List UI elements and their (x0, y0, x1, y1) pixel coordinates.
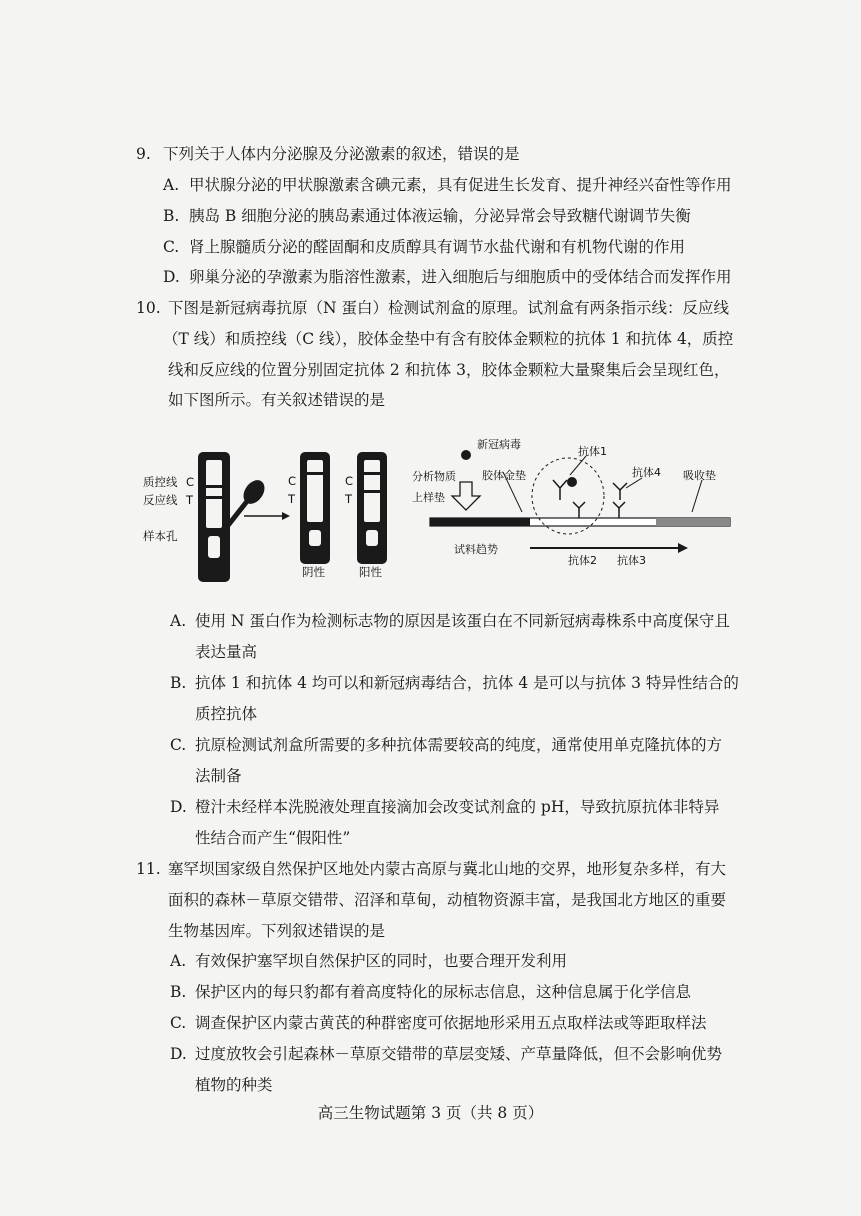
option-text: 肾上腺髓质分泌的醛固酮和皮质醇具有调节水盐代谢和有机物代谢的作用 (189, 238, 686, 256)
negative-label: 阴性 (302, 565, 325, 579)
antibody-2-label: 抗体2 (568, 554, 597, 567)
page-footer: 高三生物试题第 3 页（共 8 页） (317, 1104, 544, 1122)
option-text-line: 过度放牧会引起森林－草原交错带的草层变矮、产草量降低，但不会影响优势 (195, 1045, 723, 1063)
test-kit-positive (357, 452, 387, 564)
option-letter: D. (170, 798, 187, 816)
question-number: 11. (136, 860, 161, 878)
option-text-line: 有效保护塞罕坝自然保护区的同时，也要合理开发利用 (195, 952, 568, 970)
question-stem-line: 生物基因库。下列叙述错误的是 (168, 922, 386, 940)
question-stem-line: 如下图所示。有关叙述错误的是 (168, 391, 386, 409)
question-9-option-b (163, 206, 691, 226)
option-text: 甲状腺分泌的甲状腺激素含碘元素，具有促进生长发育、提升神经兴奋性等作用 (189, 176, 732, 194)
question-stem-line: 下图是新冠病毒抗原（N 蛋白）检测试剂盒的原理。试剂盒有两条指示线：反应线 (168, 299, 729, 317)
question-stem: 下列关于人体内分泌腺及分泌激素的叙述，错误的是 (163, 145, 520, 163)
option-letter: B. (170, 674, 187, 692)
positive-label: 阳性 (359, 565, 382, 579)
option-letter: B. (163, 207, 180, 225)
option-text: 卵巢分泌的孕激素为脂溶性激素，进入细胞后与细胞质中的受体结合而发挥作用 (189, 268, 732, 286)
option-text-line: 保护区内的每只豹都有着高度特化的尿标志信息，这种信息属于化学信息 (195, 983, 692, 1001)
test-kit-negative (300, 452, 330, 564)
antigen-test-figure (0, 430, 861, 590)
question-stem-line: 面积的森林－草原交错带、沼泽和草甸，动植物资源丰富，是我国北方地区的重要 (168, 891, 727, 909)
kit-c-label: C (186, 475, 195, 489)
virus-bound-icon (567, 477, 577, 487)
question-stem-line: 线和反应线的位置分别固定抗体 2 和抗体 3，胶体金颗粒大量聚集后会呈现红色， (168, 361, 730, 379)
option-letter: B. (170, 983, 187, 1001)
antibody-1-icon (553, 480, 567, 500)
virus-icon (461, 450, 471, 460)
question-number: 10. (136, 299, 161, 317)
option-letter: A. (170, 952, 187, 970)
antibody-1-label: 抗体1 (578, 445, 607, 458)
option-text-line: 表达量高 (195, 643, 258, 661)
strip-diagram (430, 450, 730, 553)
option-text-line: 调查保护区内蒙古黄芪的种群密度可依据地形采用五点取样法或等距取样法 (195, 1014, 707, 1032)
gold-pad-label: 胶体金垫 (482, 469, 526, 482)
reaction-line-label: 反应线 (143, 493, 178, 507)
kit-t-label: T (186, 493, 194, 507)
antibody-2-icon (573, 502, 585, 518)
test-kit-left (198, 452, 230, 582)
question-stem-line: 塞罕坝国家级自然保护区地处内蒙古高原与冀北山地的交界，地形复杂多样，有大 (168, 860, 727, 878)
option-letter: C. (170, 736, 187, 754)
antibody-4-icon (613, 483, 627, 500)
positive-c-label: C (345, 474, 354, 488)
flow-label: 试料趋势 (454, 543, 498, 556)
question-9-option-c (163, 237, 685, 257)
virus-label: 新冠病毒 (477, 438, 521, 451)
dropper-icon (226, 476, 269, 528)
hollow-down-arrow-icon (452, 482, 480, 510)
option-text-line: 法制备 (195, 767, 242, 785)
question-9-option-a (163, 175, 732, 195)
option-text-line: 质控抗体 (195, 705, 258, 723)
analyte-label: 分析物质 (412, 470, 456, 483)
negative-c-label: C (288, 474, 297, 488)
option-letter: A. (163, 176, 180, 194)
arrow-right-icon (244, 512, 290, 520)
option-letter: C. (163, 238, 180, 256)
question-number: 9. (136, 145, 151, 163)
antibody-3-icon (613, 502, 625, 518)
positive-t-label: T (345, 492, 353, 506)
negative-t-label: T (288, 492, 296, 506)
option-letter: D. (170, 1045, 187, 1063)
antibody-4-label: 抗体4 (632, 466, 661, 479)
control-line-label: 质控线 (143, 475, 178, 489)
option-text: 胰岛 B 细胞分泌的胰岛素通过体液运输，分泌异常会导致糖代谢调节失衡 (189, 207, 691, 225)
absorbent-pad-label: 吸收垫 (683, 469, 716, 482)
option-letter: A. (170, 612, 187, 630)
option-text-line: 使用 N 蛋白作为检测标志物的原因是该蛋白在不同新冠病毒株系中高度保守且 (195, 612, 730, 630)
option-text-line: 橙汁未经样本洗脱液处理直接滴加会改变试剂盒的 pH，导致抗原抗体非特异 (195, 798, 720, 816)
option-letter: D. (163, 268, 180, 286)
option-text-line: 抗原检测试剂盒所需要的多种抗体需要较高的纯度，通常使用单克隆抗体的方 (195, 736, 723, 754)
antibody-3-label: 抗体3 (617, 554, 646, 567)
sample-pad-label: 上样垫 (412, 491, 445, 504)
question-9-option-d (163, 267, 732, 287)
question-stem-line: （T 线）和质控线（C 线），胶体金垫中有含有胶体金颗粒的抗体 1 和抗体 4，质控 (163, 330, 734, 348)
option-letter: C. (170, 1014, 187, 1032)
option-text-line: 抗体 1 和抗体 4 均可以和新冠病毒结合，抗体 4 是可以与抗体 3 特异性结合的 (195, 674, 739, 692)
option-text-line: 植物的种类 (195, 1076, 273, 1094)
sample-hole-label: 样本孔 (143, 529, 178, 543)
option-text-line: 性结合而产生“假阳性” (195, 829, 351, 847)
